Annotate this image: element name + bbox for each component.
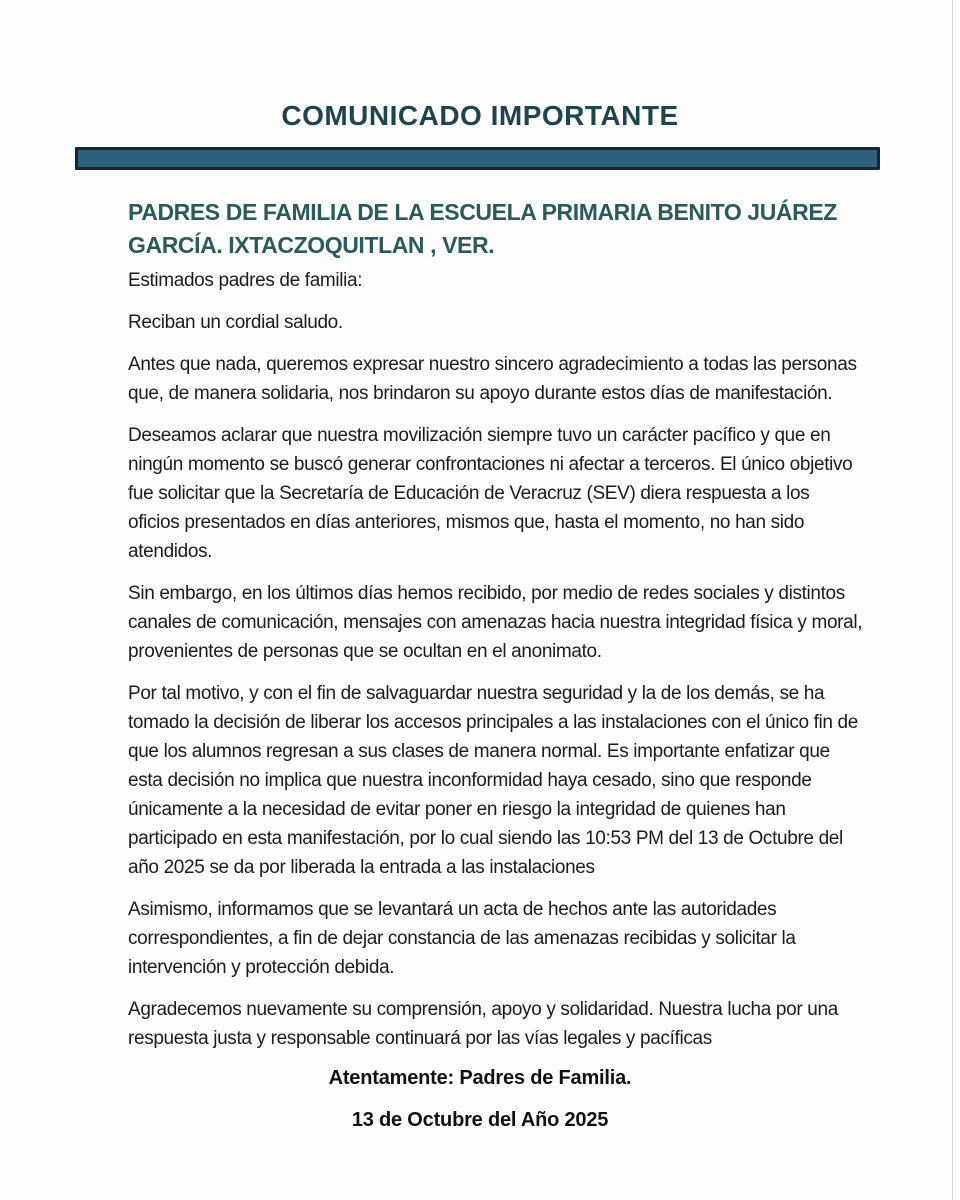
thanks-paragraph: Antes que nada, queremos expresar nuestro sincero agradecimiento a todas las personas que, de manera solidaria, nos brindaron su apoyo durante estos días de manifestación. [128,354,857,404]
legal-action-paragraph: Asimismo, informamos que se levantará un acta de hechos ante las autoridades correspondientes, a fin de dejar constancia de las amenazas recibidas y solicitar la intervención y protección debida. [128,899,796,978]
salutation-paragraph: Estimados padres de familia: [128,270,363,291]
recipient-heading-line2: GARCÍA. IXTACZOQUITLAN , VER. [128,232,495,258]
document-body [128,266,865,1053]
recipient-heading [128,196,873,262]
scan-edge-line [952,0,953,1200]
closing-paragraph: Agradecemos nuevamente su comprensión, apoyo y solidaridad. Nuestra lucha por una respuesta justa y responsable continuará por las vías legales y pacíficas [128,999,838,1049]
date-line: 13 de Octubre del Año 2025 [351,1109,609,1131]
greeting-paragraph: Reciban un cordial saludo. [128,312,343,333]
recipient-heading-line1: PADRES DE FAMILIA DE LA ESCUELA PRIMARIA BENITO JUÁREZ [128,199,837,225]
decision-paragraph: Por tal motivo, y con el fin de salvaguardar nuestra seguridad y la de los demás, se ha tomado la decisión de liberar los accesos principales a las instalaciones con el único fin de que los alumnos regresan a sus clases de manera normal. Es importante enfatizar que esta decisión no implica que nuestra inconformidad haya cesado, sino que responde únicamente a la necesidad de evitar poner en riesgo la integridad de quienes han participado en esta manifestación, por lo cual siendo las 10:53 PM del 13 de Octubre del año 2025 se da por liberada la entrada a las instalaciones [128,683,858,878]
document-title: COMUNICADO IMPORTANTE [281,100,679,131]
teal-divider-bar [75,147,880,170]
threats-paragraph: Sin embargo, en los últimos días hemos recibido, por medio de redes sociales y distintos canales de comunicación, mensajes con amenazas hacia nuestra integridad física y moral, provenientes de personas que se ocultan en el anonimato. [128,583,863,662]
signature-line: Atentamente: Padres de Familia. [328,1067,632,1089]
clarification-paragraph: Deseamos aclarar que nuestra movilización siempre tuvo un carácter pacífico y que en ningún momento se buscó generar confrontaciones ni afectar a terceros. El único objetivo fue solicitar que la Secretaría de Educación de Veracruz (SEV) diera respuesta a los oficios presentados en días anteriores, mismos que, hasta el momento, no han sido atendidos. [128,425,853,562]
